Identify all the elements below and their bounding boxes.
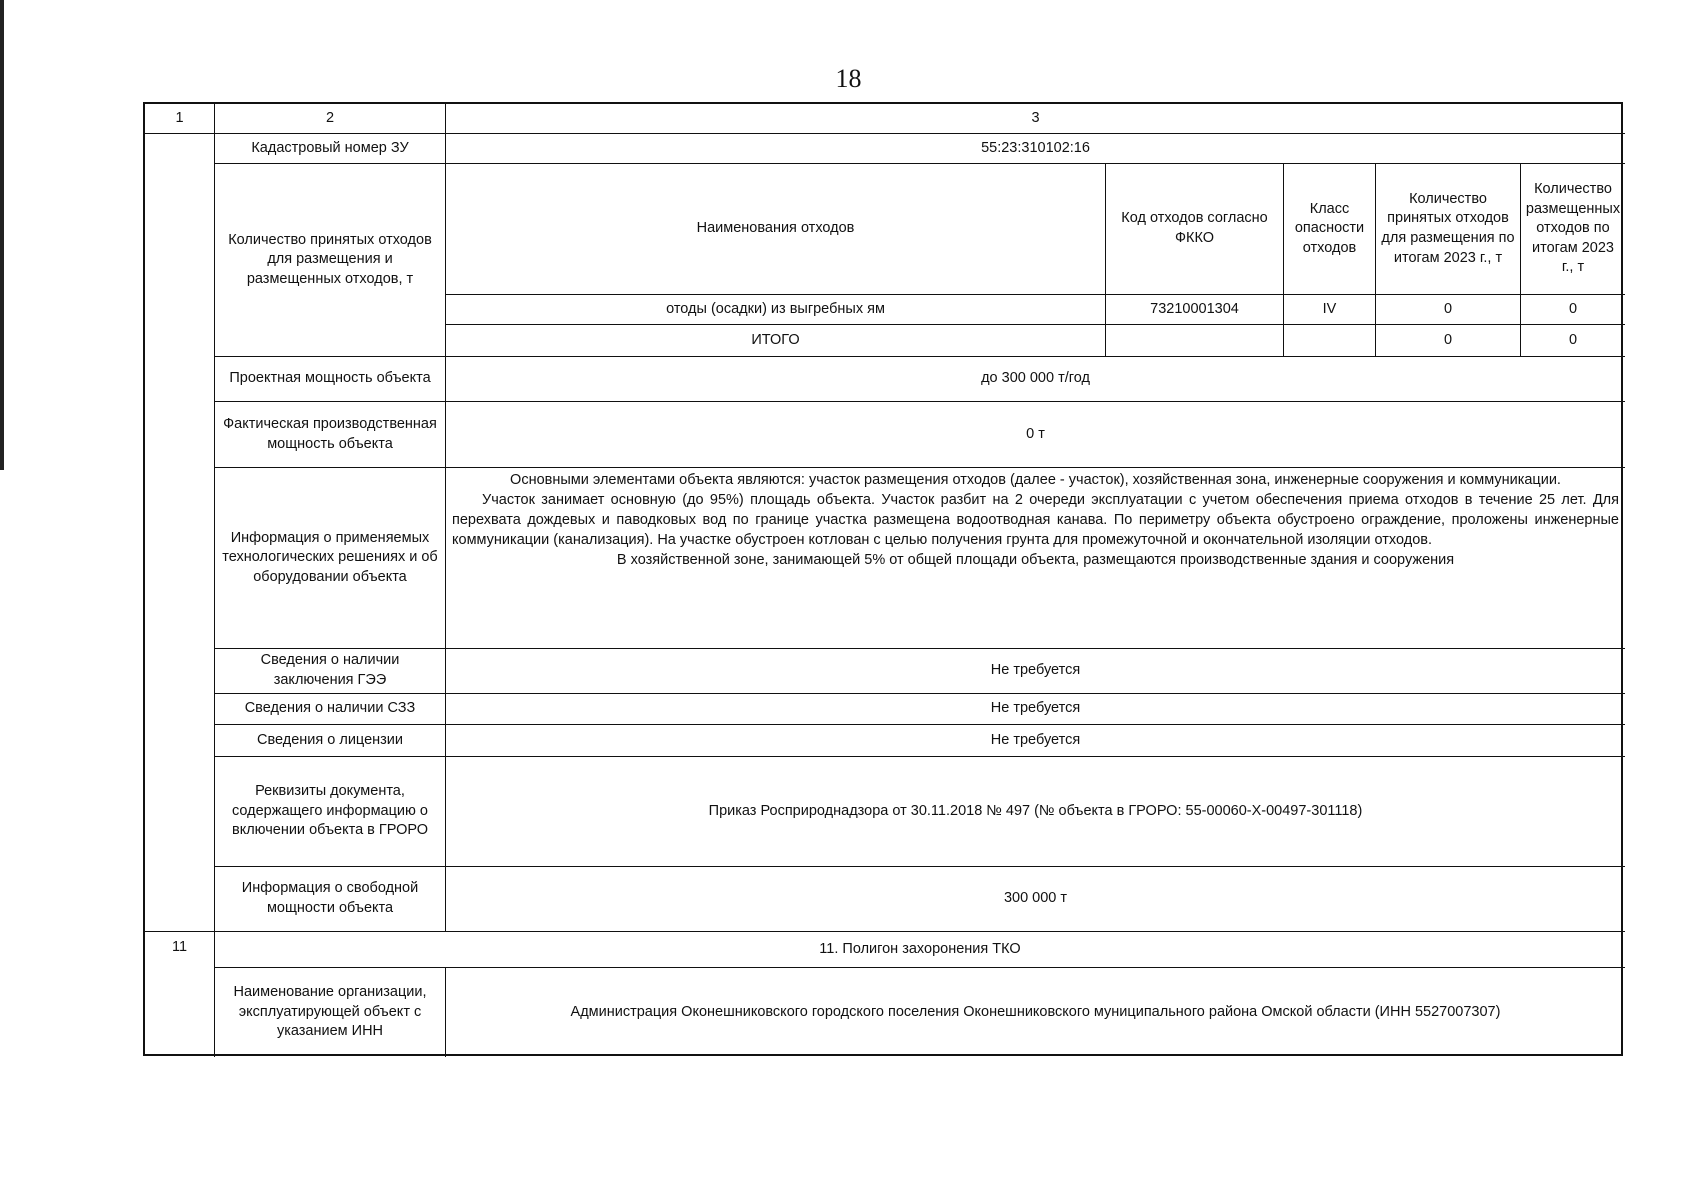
gee-label: Сведения о наличии заключения ГЭЭ <box>215 649 446 694</box>
free-capacity-label: Информация о свободной мощности объекта <box>215 867 446 932</box>
groro-label: Реквизиты документа, содержащего информацию о включении объекта в ГРОРО <box>215 757 446 867</box>
cadastral-label: Кадастровый номер ЗУ <box>215 134 446 164</box>
waste-code-header: Код отходов согласно ФККО <box>1106 164 1284 295</box>
technology-paragraph-3: В хозяйственной зоне, занимающей 5% от общей площади объекта, размещаются производственные здания и сооружения <box>616 552 1455 568</box>
hazard-class-header: Класс опасности отходов <box>1284 164 1376 295</box>
szz-value: Не требуется <box>446 694 1625 725</box>
actual-capacity-label: Фактическая производственная мощность объекта <box>215 402 446 468</box>
technology-description <box>446 468 1625 649</box>
registry-table <box>143 102 1623 1056</box>
license-value: Не требуется <box>446 725 1625 757</box>
section-11-title: 11. Полигон захоронения ТКО <box>215 932 1625 968</box>
waste-item-placed: 0 <box>1521 295 1625 325</box>
organization-label: Наименование организации, эксплуатирующей объект с указанием ИНН <box>215 968 446 1057</box>
total-code <box>1106 325 1284 357</box>
waste-item-hazard: IV <box>1284 295 1376 325</box>
waste-item-code: 73210001304 <box>1106 295 1284 325</box>
accepted-amount-header: Количество принятых отходов для размещения по итогам 2023 г., т <box>1376 164 1521 295</box>
license-label: Сведения о лицензии <box>215 725 446 757</box>
waste-name-header: Наименования отходов <box>446 164 1106 295</box>
technology-paragraph-1: Основными элементами объекта являются: участок размещения отходов (далее - участок), хозяйственная зона, инженерные сооружения и коммуникации. <box>510 472 1561 488</box>
free-capacity-value: 300 000 т <box>446 867 1625 932</box>
waste-quantity-label: Количество принятых отходов для размещения и размещенных отходов, т <box>215 164 446 357</box>
waste-item-accepted: 0 <box>1376 295 1521 325</box>
szz-label: Сведения о наличии СЗЗ <box>215 694 446 725</box>
total-placed: 0 <box>1521 325 1625 357</box>
organization-value: Администрация Оконешниковского городского поселения Оконешниковского муниципального района Омской области (ИНН 5527007307) <box>570 1003 1501 1020</box>
total-label: ИТОГО <box>446 325 1106 357</box>
design-capacity-label: Проектная мощность объекта <box>215 357 446 402</box>
header-col-2: 2 <box>215 104 446 134</box>
total-hazard <box>1284 325 1376 357</box>
cadastral-value: 55:23:310102:16 <box>446 134 1625 164</box>
total-accepted: 0 <box>1376 325 1521 357</box>
section-11-number: 11 <box>145 932 215 1057</box>
page-number: 18 <box>835 64 862 93</box>
gee-value: Не требуется <box>446 649 1625 694</box>
row-number-cell <box>145 134 215 932</box>
header-col-3: 3 <box>446 104 1625 134</box>
header-col-1: 1 <box>145 104 215 134</box>
actual-capacity-value: 0 т <box>446 402 1625 468</box>
waste-item-name: отоды (осадки) из выгребных ям <box>446 295 1106 325</box>
groro-value: Приказ Росприроднадзора от 30.11.2018 № 497 (№ объекта в ГРОРО: 55-00060-Х-00497-301118) <box>446 757 1625 867</box>
technology-label: Информация о применяемых технологических решениях и об оборудовании объекта <box>215 468 446 649</box>
design-capacity-value: до 300 000 т/год <box>446 357 1625 402</box>
technology-paragraph-2: Участок занимает основную (до 95%) площадь объекта. Участок разбит на 2 очереди эксплуатации с учетом обеспечения приема отходов в течение 25 лет. Для перехвата дождевых и паводковых вод по границе участка размещена водоотводная канава. По периметру объекта обустроено ограждение, проложены инженерные коммуникации (канализация). На участке обустроен котлован с целью получения грунта для промежуточной и окончательной изоляции отходов. <box>452 492 1619 548</box>
placed-amount-header: Количество размещенных отходов по итогам 2023 г., т <box>1521 164 1625 295</box>
